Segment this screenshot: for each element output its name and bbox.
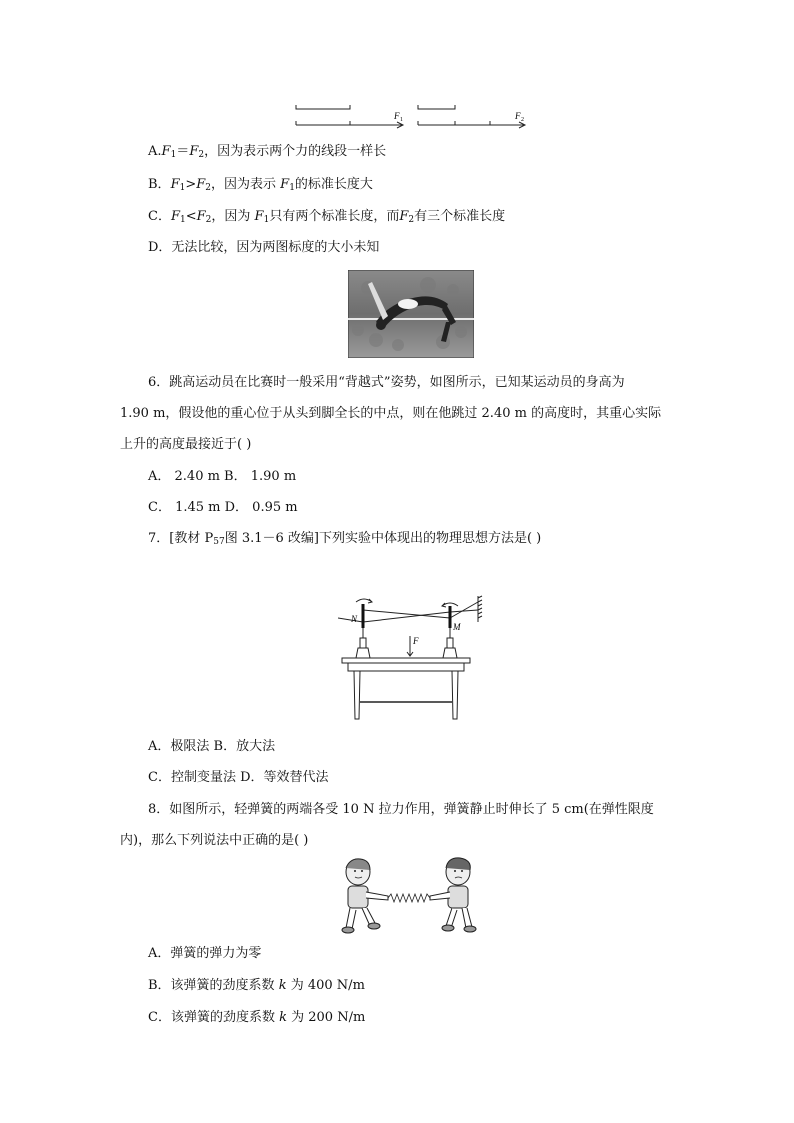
q6-stem-line2: 1.90 m，假设他的重心位于从头到脚全长的中点，则在他跳过 2.40 m 的高度时，其重心实际: [120, 406, 662, 421]
mirror-n-label: N: [351, 614, 358, 624]
high-jump-photo: [348, 270, 474, 358]
mirror-experiment-figure: [338, 592, 488, 724]
q8-option-c: C．该弹簧的劲度系数 k 为 200 N/m: [148, 1010, 366, 1025]
q5-option-b: B．$F_1>F_2$，因为表示 $F_1$的标准长度大: [148, 177, 373, 193]
q5-option-d: D．无法比较，因为两图标度的大小未知: [148, 240, 380, 255]
q6-options-cd: C． 1.45 m D． 0.95 m: [148, 500, 298, 515]
q8-stem-line1: 8．如图所示，轻弹簧的两端各受 10 N 拉力作用，弹簧静止时伸长了 5 cm(在弹性限度: [148, 802, 654, 817]
f2-label: F: [515, 111, 521, 121]
f2-label-sub: 2: [521, 117, 524, 123]
q7-options-ab: A．极限法 B．放大法: [148, 739, 276, 754]
force-scale-figure: [290, 98, 535, 134]
q6-options-ab: A． 2.40 m B． 1.90 m: [148, 469, 297, 484]
q6-stem-line3: 上升的高度最接近于( ): [120, 437, 252, 452]
f1-label: F: [394, 111, 400, 121]
q5-option-a: $A.F_1=F_2$，因为表示两个力的线段一样长: [148, 144, 387, 160]
force-f-label: F: [413, 636, 419, 646]
spring-pull-figure: [336, 856, 482, 936]
f1-label-sub: 1: [400, 117, 403, 123]
q7-options-cd: C．控制变量法 D．等效替代法: [148, 770, 329, 785]
q7-stem: 7．[教材 $P_{57}$图 3.1－6 改编]下列实验中体现出的物理思想方法是( ): [148, 531, 542, 547]
q5-option-c: C．$F_1<F_2$，因为 $F_1$只有两个标准长度，而$F_2$有三个标准长度: [148, 209, 506, 225]
q8-stem-line2: 内)，那么下列说法中正确的是( ): [120, 833, 309, 848]
q6-stem-line1: 6．跳高运动员在比赛时一般采用“背越式”姿势，如图所示，已知某运动员的身高为: [148, 375, 625, 390]
q8-option-a: A．弹簧的弹力为零: [148, 946, 262, 961]
q8-option-b: B．该弹簧的劲度系数 k 为 400 N/m: [148, 978, 365, 993]
mirror-m-label: M: [453, 622, 461, 632]
